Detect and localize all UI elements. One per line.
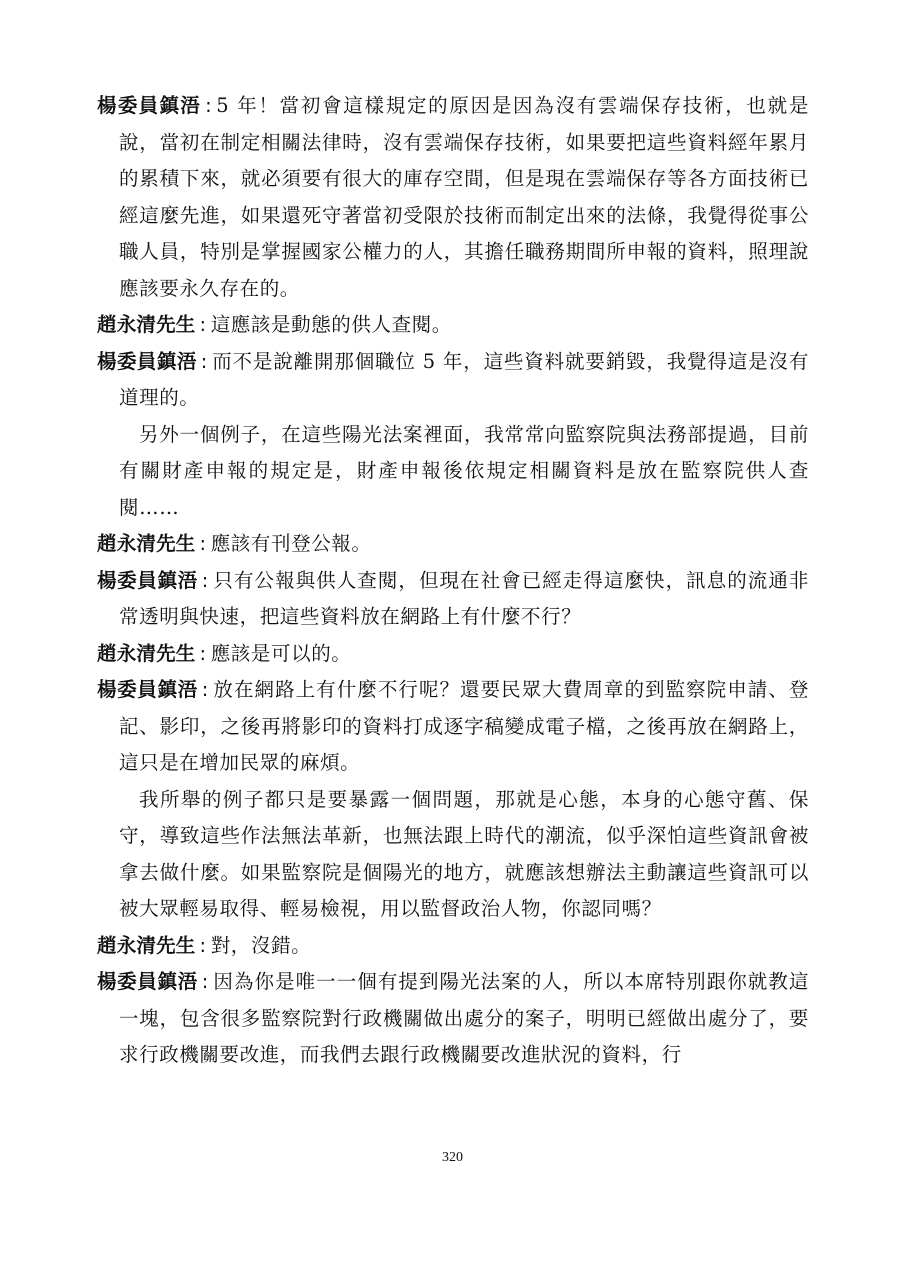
continuation-paragraph: 我所舉的例子都只是要暴露一個問題，那就是心態，本身的心態守舊、保守，導致這些作法無法革新，也無法跟上時代的潮流，似乎深怕這些資訊會被拿去做什麼。如果監察院是個陽光的地方，就應該想辦法主動讓這些資訊可以被大眾輕易取得、輕易檢視，用以監督政治人物，你認同嗎？: [119, 787, 809, 920]
speaker-name: 趙永清先生: [97, 313, 196, 336]
transcript-entry: [97, 88, 809, 307]
continuation-paragraph: 另外一個例子，在這些陽光法案裡面，我常常向監察院與法務部提過，目前有關財產申報的規定是，財產申報後依規定相關資料是放在監察院供人查閱……: [119, 422, 809, 519]
speaker-colon: :: [201, 568, 209, 592]
speech-text: 這應該是動態的供人查閱。: [210, 313, 452, 336]
speech-text: 對，沒錯。: [210, 933, 312, 957]
transcript-entry: [97, 526, 809, 563]
transcript-body: [97, 88, 809, 1074]
speaker-colon: :: [201, 678, 209, 701]
speaker-name: 楊委員鎮浯: [97, 568, 198, 592]
transcript-entry: [97, 636, 809, 673]
speech-text: 因為你是唯一一個有提到陽光法案的人，所以本席特別跟你就教這一塊，包含很多監察院對行政機關做出處分的案子，明明已經做出處分了，要求行政機關要改進，而我們去跟行政機關要改進狀況的資料，行: [119, 970, 809, 1066]
speaker-name: 楊委員鎮浯: [97, 970, 198, 993]
speech-text: 應該是可以的。: [210, 641, 352, 665]
speaker-name: 趙永清先生: [97, 933, 196, 957]
speaker-name: 趙永清先生: [97, 532, 196, 555]
speaker-colon: :: [199, 313, 207, 336]
speaker-colon: :: [201, 970, 209, 993]
speaker-name: 楊委員鎮浯: [97, 94, 202, 117]
speaker-colon: :: [199, 532, 207, 555]
speaker-name: 楊委員鎮浯: [97, 678, 198, 701]
speaker-name: 趙永清先生: [97, 641, 196, 665]
speaker-colon: :: [199, 641, 207, 665]
transcript-entry: [97, 344, 809, 417]
speech-text: 而不是說離開那個職位 5 年，這些資料就要銷毀，我覺得這是沒有道理的。: [119, 349, 809, 409]
speaker-colon: :: [205, 94, 213, 117]
transcript-entry: [97, 307, 809, 344]
speaker-colon: :: [200, 349, 208, 373]
speech-text: 5 年！當初會這樣規定的原因是因為沒有雲端保存技術，也就是說，當初在制定相關法律時，沒有雲端保存技術，如果要把這些資料經年累月的累積下來，就必須要有很大的庫存空間，但是現在雲端保存等各方面技術已經這麼先進，如果還死守著當初受限於技術而制定出來的法條，我覺得從事公職人員，特別是掌握國家公權力的人，其擔任職務期間所申報的資料，照理說應該要永久存在的。: [119, 94, 809, 300]
transcript-entry: [97, 563, 809, 636]
speech-text: 放在網路上有什麼不行呢？還要民眾大費周章的到監察院申請、登記、影印，之後再將影印的資料打成逐字稿變成電子檔，之後再放在網路上，這只是在增加民眾的麻煩。: [119, 678, 809, 774]
speech-text: 只有公報與供人查閱，但現在社會已經走得這麼快，訊息的流通非常透明與快速，把這些資料放在網路上有什麼不行？: [119, 568, 809, 628]
transcript-entry: [97, 964, 809, 1074]
page-number: 320: [442, 1150, 463, 1165]
transcript-entry: [97, 928, 809, 965]
speech-text: 應該有刊登公報。: [210, 532, 372, 555]
transcript-entry: [97, 672, 809, 782]
speaker-colon: :: [199, 933, 207, 957]
speaker-name: 楊委員鎮浯: [97, 349, 197, 373]
